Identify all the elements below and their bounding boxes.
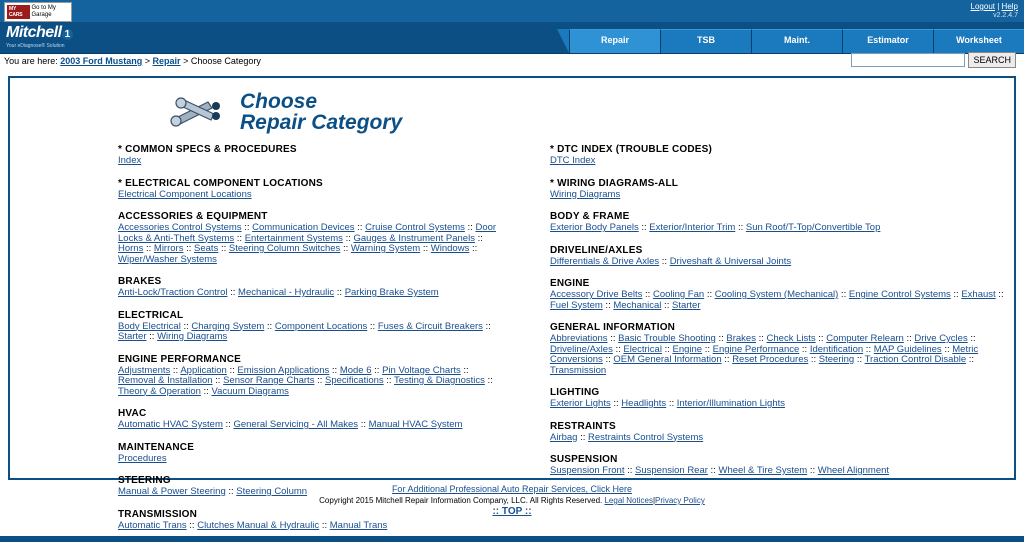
category-group-title: ENGINE PERFORMANCE: [118, 353, 242, 365]
link-separator: ::: [460, 364, 469, 376]
breadcrumb-sep-2: >: [183, 56, 189, 66]
category-link[interactable]: Differentials & Drive Axles: [550, 255, 660, 267]
category-group: [550, 278, 1004, 311]
category-link[interactable]: Anti-Lock/Traction Control: [118, 287, 228, 298]
category-link-list: [118, 521, 502, 532]
nav-slant-decoration: [541, 29, 569, 53]
category-link[interactable]: Theory & Operation: [118, 385, 201, 397]
category-link[interactable]: Brakes: [726, 333, 756, 344]
link-separator: ::: [200, 385, 212, 397]
category-group-title: GENERAL INFORMATION: [550, 322, 676, 333]
link-separator: ::: [358, 419, 369, 430]
brand-one-badge: 1: [62, 29, 73, 40]
category-link-list: [118, 156, 502, 167]
category-link[interactable]: Engine: [672, 343, 703, 355]
link-separator: ::: [995, 289, 1004, 300]
category-group: [118, 408, 502, 431]
category-group-title: BODY & FRAME: [550, 211, 630, 222]
category-link[interactable]: Check Lists: [766, 333, 816, 344]
category-link[interactable]: Procedures: [118, 452, 167, 464]
category-link[interactable]: Exterior Lights: [550, 398, 611, 409]
category-link[interactable]: Adjustments: [118, 364, 171, 376]
page-title-line1: Choose: [240, 90, 318, 113]
category-link[interactable]: Specifications: [325, 375, 384, 386]
category-link[interactable]: Door Locks & Anti-Theft Systems: [118, 222, 497, 244]
link-separator: ::: [180, 320, 192, 332]
brand-tagline: Your eDiagnose® Solution: [6, 43, 65, 49]
category-group: [550, 211, 1004, 234]
category-link-list: [550, 334, 1004, 376]
category-link[interactable]: Suspension Rear: [635, 465, 708, 476]
category-link[interactable]: Body Electrical: [118, 320, 181, 332]
category-link[interactable]: Mechanical - Hydraulic: [238, 287, 335, 298]
search-button[interactable]: SEARCH: [968, 52, 1016, 68]
link-separator: ::: [666, 398, 677, 409]
link-separator: ::: [334, 287, 345, 298]
category-link[interactable]: Wiring Diagrams: [157, 331, 228, 342]
link-separator: ::: [340, 243, 351, 254]
category-link[interactable]: Communication Devices: [252, 222, 355, 233]
category-group: [118, 354, 502, 398]
link-separator: ::: [319, 519, 330, 531]
category-group-title: BRAKES: [118, 276, 162, 287]
category-link[interactable]: Cooling Fan: [652, 289, 705, 300]
category-link[interactable]: Application: [180, 364, 227, 376]
category-link-list: [118, 420, 502, 431]
category-group-title: MAINTENANCE: [118, 441, 195, 453]
category-link[interactable]: Traction Control Disable: [864, 354, 967, 365]
category-link[interactable]: Engine Performance: [712, 343, 800, 355]
topbar-divider: |: [997, 2, 1000, 11]
category-link[interactable]: Restraints Control Systems: [588, 431, 704, 443]
category-link-list: [550, 433, 1004, 444]
category-group: [118, 442, 502, 465]
my-cars-logo: MY CARS: [7, 5, 30, 19]
category-link[interactable]: Steering Column: [236, 486, 308, 497]
link-separator: ::: [707, 465, 719, 476]
link-separator: ::: [950, 289, 962, 300]
category-link[interactable]: Electrical Component Locations: [118, 188, 252, 200]
category-link[interactable]: Accessory Drive Belts: [550, 289, 643, 300]
link-separator: ::: [661, 299, 672, 311]
category-group: [550, 454, 1004, 477]
link-separator: ::: [484, 375, 493, 386]
category-group-title: STEERING: [118, 475, 171, 486]
category-group-title: * ELECTRICAL COMPONENT LOCATIONS: [118, 177, 323, 189]
link-separator: ::: [143, 243, 154, 254]
link-separator: ::: [464, 222, 476, 233]
link-separator: ::: [186, 519, 198, 531]
category-link-list: [118, 366, 502, 398]
category-group-title: ENGINE: [550, 278, 590, 289]
breadcrumb-sep-1: >: [144, 56, 151, 66]
link-separator: ::: [659, 255, 670, 267]
link-separator: ::: [863, 343, 874, 355]
link-separator: ::: [702, 343, 713, 355]
category-link[interactable]: Manual Trans: [329, 519, 388, 531]
right-column: [512, 144, 1014, 542]
breadcrumb-current: Choose Category: [190, 56, 261, 66]
category-link[interactable]: General Servicing - All Makes: [233, 419, 359, 430]
link-separator: ::: [170, 364, 181, 376]
category-group-title: ACCESSORIES & EQUIPMENT: [118, 211, 268, 222]
category-group-title: RESTRAINTS: [550, 420, 616, 432]
category-group: [118, 144, 502, 167]
link-separator: ::: [807, 465, 818, 476]
link-separator: ::: [638, 222, 650, 233]
professional-services-link[interactable]: For Additional Professional Auto Repair Services, Click Here: [391, 484, 633, 494]
link-separator: ::: [854, 354, 865, 365]
category-group: [550, 245, 1004, 268]
logout-link[interactable]: Logout: [970, 2, 995, 11]
brand-logo[interactable]: [6, 25, 73, 49]
category-link[interactable]: Automatic Trans: [118, 519, 187, 531]
category-link[interactable]: Transmission: [550, 364, 607, 376]
link-separator: ::: [808, 354, 819, 365]
category-link[interactable]: Starter: [118, 331, 147, 342]
tab-maint[interactable]: Maint.: [751, 29, 842, 53]
tab-estimator[interactable]: Estimator: [842, 29, 933, 53]
category-link[interactable]: Wheel Alignment: [817, 465, 890, 476]
link-separator: ::: [329, 364, 340, 376]
top-bar: [0, 0, 1024, 23]
category-link[interactable]: Abbreviations: [550, 333, 608, 344]
category-group: [118, 178, 502, 201]
link-separator: ::: [661, 343, 673, 355]
link-separator: ::: [577, 431, 589, 443]
category-link[interactable]: MAP Guidelines: [873, 343, 942, 355]
link-separator: ::: [227, 287, 239, 298]
link-separator: ::: [755, 333, 767, 344]
my-garage-button[interactable]: [4, 2, 72, 22]
link-separator: ::: [371, 364, 383, 376]
category-group-title: HVAC: [118, 408, 147, 419]
category-group: [118, 211, 502, 265]
link-separator: ::: [721, 354, 733, 365]
link-separator: ::: [225, 486, 237, 497]
link-separator: ::: [610, 398, 622, 409]
category-group: [550, 387, 1004, 410]
link-separator: ::: [226, 364, 238, 376]
link-separator: ::: [715, 333, 727, 344]
category-link[interactable]: Steering: [818, 354, 855, 365]
category-link-list: [118, 190, 502, 201]
category-group-title: ELECTRICAL: [118, 309, 184, 321]
page-title-line2: Repair Category: [240, 111, 403, 134]
category-link[interactable]: Gauges & Instrument Panels: [353, 232, 475, 244]
link-separator: ::: [222, 419, 234, 430]
category-link[interactable]: Headlights: [621, 398, 667, 409]
category-link[interactable]: Driveline/Axles: [550, 343, 613, 355]
link-separator: ::: [218, 243, 229, 254]
my-garage-label: Go to My Garage: [31, 5, 56, 18]
category-group: [550, 421, 1004, 444]
category-link[interactable]: Testing & Diagnostics: [394, 375, 485, 386]
help-link[interactable]: Help: [1001, 2, 1018, 11]
category-link[interactable]: Entertainment Systems: [244, 232, 343, 244]
category-group-title: * COMMON SPECS & PROCEDURES: [118, 144, 297, 155]
category-link[interactable]: Identification: [809, 343, 864, 355]
category-link[interactable]: Horns: [118, 243, 144, 254]
link-separator: ::: [264, 320, 275, 332]
category-link[interactable]: Index: [118, 155, 142, 166]
category-link[interactable]: OEM General Information: [613, 354, 722, 365]
category-link[interactable]: Automatic HVAC System: [118, 419, 223, 430]
breadcrumb-repair-link[interactable]: Repair: [152, 56, 181, 66]
link-separator: ::: [838, 289, 849, 300]
link-separator: ::: [241, 222, 253, 233]
category-group: [550, 178, 1004, 201]
category-link-list: [550, 156, 1004, 167]
category-link[interactable]: Computer Relearn: [826, 333, 904, 344]
category-link[interactable]: Engine Control Systems: [848, 289, 951, 300]
search-area: [851, 52, 1016, 68]
category-link[interactable]: Warning System: [350, 243, 421, 254]
category-link-list: [118, 487, 502, 498]
category-link[interactable]: Reset Procedures: [732, 354, 809, 365]
category-link[interactable]: Seats: [194, 243, 219, 254]
category-link[interactable]: Sun Roof/T-Top/Convertible Top: [745, 222, 881, 233]
category-link-list: [550, 290, 1004, 311]
link-separator: ::: [367, 320, 378, 332]
category-link-list: [118, 223, 502, 265]
back-to-top-link[interactable]: :: TOP ::: [492, 506, 532, 517]
category-link-list: [550, 466, 1004, 477]
top-bar-right: [971, 2, 1018, 20]
category-link[interactable]: Wiring Diagrams: [550, 188, 621, 200]
link-separator: ::: [967, 333, 976, 344]
link-separator: ::: [903, 333, 915, 344]
category-link-list: [550, 257, 1004, 268]
link-separator: ::: [474, 232, 483, 244]
search-input[interactable]: [851, 53, 965, 67]
category-link[interactable]: Removal & Installation: [118, 375, 213, 386]
link-separator: ::: [624, 465, 636, 476]
link-separator: ::: [642, 289, 653, 300]
category-link[interactable]: Cooling System (Mechanical): [714, 289, 839, 300]
copyright-text: Copyright 2015 Mitchell Repair Information Company, LLC. All Rights Reserved.: [319, 496, 603, 505]
wrench-icon: [170, 92, 234, 132]
category-link[interactable]: Emission Applications: [237, 364, 330, 376]
category-link[interactable]: Pin Voltage Charts: [382, 364, 461, 376]
category-link[interactable]: Windows: [430, 243, 470, 254]
tab-tsb[interactable]: TSB: [660, 29, 751, 53]
legal-notices-link[interactable]: Legal Notices: [604, 496, 653, 505]
breadcrumb-vehicle-link[interactable]: 2003 Ford Mustang: [60, 56, 143, 66]
category-group-title: TRANSMISSION: [118, 508, 198, 520]
brand-name-text: Mitchell: [6, 24, 62, 41]
category-link[interactable]: Starter: [671, 299, 701, 311]
link-separator: ::: [234, 232, 245, 244]
category-link[interactable]: Interior/Illumination Lights: [676, 398, 785, 409]
category-link[interactable]: Component Locations: [274, 320, 368, 332]
page-title-block: [10, 78, 1014, 138]
category-link[interactable]: Exterior/Interior Trim: [649, 222, 736, 233]
page-title: [240, 91, 402, 133]
category-link[interactable]: Suspension Front: [550, 465, 625, 476]
category-group: [118, 475, 502, 498]
category-link[interactable]: Fuses & Circuit Breakers: [377, 320, 483, 332]
category-group-title: DRIVELINE/AXLES: [550, 244, 643, 256]
link-separator: ::: [941, 343, 953, 355]
link-separator: ::: [799, 343, 810, 355]
category-group: [118, 509, 502, 532]
category-group: [550, 322, 1004, 376]
category-link[interactable]: Mechanical: [613, 299, 662, 311]
link-separator: ::: [704, 289, 715, 300]
link-separator: ::: [420, 243, 431, 254]
category-link[interactable]: Drive Cycles: [914, 333, 968, 344]
category-link[interactable]: Vacuum Diagrams: [211, 385, 289, 397]
privacy-policy-link[interactable]: Privacy Policy: [655, 496, 705, 505]
category-link[interactable]: Metric Conversions: [550, 343, 979, 365]
category-group-title: * WIRING DIAGRAMS-ALL: [550, 177, 679, 189]
category-link[interactable]: Exhaust: [961, 289, 996, 300]
version-label: v2.2.4.7: [993, 12, 1018, 19]
category-link[interactable]: Steering Column Switches: [228, 243, 341, 254]
category-link[interactable]: Mirrors: [153, 243, 184, 254]
category-group: [118, 276, 502, 299]
link-separator: ::: [146, 331, 158, 342]
category-link[interactable]: Charging System: [191, 320, 265, 332]
category-link[interactable]: Clutches Manual & Hydraulic: [197, 519, 320, 531]
link-separator: ::: [966, 354, 975, 365]
link-separator: ::: [602, 299, 614, 311]
category-link[interactable]: Parking Brake System: [344, 287, 439, 298]
category-group-title: * DTC INDEX (TROUBLE CODES): [550, 144, 713, 155]
category-link[interactable]: Mode 6: [339, 364, 372, 376]
category-link[interactable]: Airbag: [550, 431, 578, 443]
main-nav-tabs: [541, 29, 1024, 53]
category-link-list: [118, 288, 502, 299]
link-separator: ::: [469, 243, 478, 254]
category-link[interactable]: Exterior Body Panels: [550, 222, 639, 233]
link-separator: ::: [354, 222, 366, 233]
category-link[interactable]: DTC Index: [550, 155, 596, 166]
tab-worksheet[interactable]: Worksheet: [933, 29, 1024, 53]
brand-bar: [0, 23, 1024, 54]
breadcrumb-prefix: You are here:: [4, 56, 58, 66]
category-group-title: LIGHTING: [550, 387, 600, 398]
link-separator: ::: [735, 222, 746, 233]
category-link-list: [550, 223, 1004, 234]
category-group-title: SUSPENSION: [550, 454, 618, 465]
left-column: [10, 144, 512, 542]
link-separator: ::: [212, 375, 224, 386]
category-link[interactable]: Electrical: [623, 343, 662, 355]
tab-repair[interactable]: Repair: [569, 29, 660, 53]
category-columns: [10, 138, 1014, 542]
category-link-list: [118, 322, 502, 343]
category-group: [550, 144, 1004, 167]
category-link[interactable]: Fuel System: [550, 299, 603, 311]
category-link[interactable]: Manual HVAC System: [368, 419, 463, 430]
category-link[interactable]: Wheel & Tire System: [718, 465, 808, 476]
category-link[interactable]: Wiper/Washer Systems: [118, 253, 217, 265]
category-link[interactable]: Driveshaft & Universal Joints: [669, 255, 792, 267]
bottom-strip: [0, 536, 1024, 542]
category-link[interactable]: Basic Trouble Shooting: [618, 333, 716, 344]
link-separator: ::: [607, 333, 619, 344]
category-group: [118, 310, 502, 343]
link-separator: ::: [612, 343, 624, 355]
legal-separator: |: [652, 496, 656, 505]
link-separator: ::: [602, 354, 614, 365]
link-separator: ::: [314, 375, 326, 386]
category-link[interactable]: Sensor Range Charts: [223, 375, 315, 386]
category-link-list: [550, 190, 1004, 201]
category-link-list: [118, 454, 502, 465]
category-link-list: [550, 399, 1004, 410]
category-link[interactable]: Accessories Control Systems: [118, 222, 242, 233]
link-separator: ::: [183, 243, 195, 254]
category-link[interactable]: Manual & Power Steering: [118, 486, 226, 497]
link-separator: ::: [342, 232, 354, 244]
link-separator: ::: [482, 320, 491, 332]
category-link[interactable]: Cruise Control Systems: [365, 222, 465, 233]
link-separator: ::: [383, 375, 395, 386]
link-separator: ::: [815, 333, 827, 344]
